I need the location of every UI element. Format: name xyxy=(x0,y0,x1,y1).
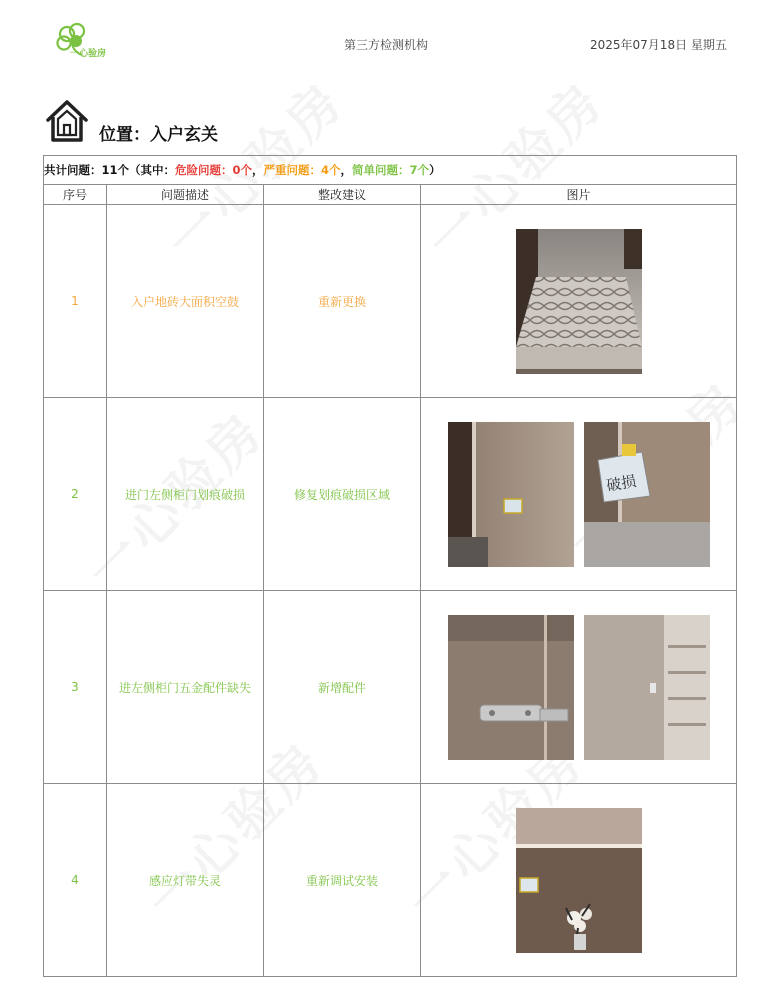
summary-cell xyxy=(44,156,737,185)
issue-row xyxy=(44,784,737,977)
issue-number: 4 xyxy=(44,784,107,977)
summary-suffix: ） xyxy=(429,163,441,177)
issue-description: 感应灯带失灵 xyxy=(107,784,264,977)
issue-suggestion: 修复划痕破损区域 xyxy=(264,398,421,591)
svg-text:破损: 破损 xyxy=(604,471,638,495)
location-title: 位置：入户玄关 xyxy=(99,125,218,145)
column-header-no: 序号 xyxy=(44,185,107,205)
severe-count: 严重问题：4个 xyxy=(263,163,341,177)
issue-description: 入户地砖大面积空鼓 xyxy=(107,205,264,398)
svg-text:一心验房: 一心验房 xyxy=(70,49,107,59)
issue-row xyxy=(44,591,737,784)
issue-photos xyxy=(421,591,737,784)
cabinet-door-photo[interactable] xyxy=(448,422,574,567)
issue-number: 1 xyxy=(44,205,107,398)
hinge-photo[interactable] xyxy=(448,615,574,760)
summary-row xyxy=(44,156,737,185)
report-date: 2025年07月18日 星期五 xyxy=(590,38,727,52)
issue-number: 2 xyxy=(44,398,107,591)
danger-count: 危险问题：0个 xyxy=(175,163,253,177)
header-row xyxy=(44,185,737,205)
issue-row xyxy=(44,205,737,398)
issues-table xyxy=(43,155,737,977)
issue-photos xyxy=(421,784,737,977)
simple-count: 简单问题：7个 xyxy=(352,163,430,177)
home-icon xyxy=(44,98,90,144)
summary-sep: ， xyxy=(252,163,264,177)
summary-sep: ， xyxy=(340,163,353,177)
cabinet-damage-photo[interactable] xyxy=(584,422,710,567)
issue-suggestion: 重新调试安装 xyxy=(264,784,421,977)
open-cabinet-photo[interactable] xyxy=(584,615,710,760)
issue-photos xyxy=(421,398,737,591)
summary-prefix: 共计问题：11个（其中： xyxy=(44,163,176,177)
issue-row xyxy=(44,398,737,591)
issue-number: 3 xyxy=(44,591,107,784)
floor-tile-photo[interactable] xyxy=(516,229,642,374)
column-header-photos: 图片 xyxy=(421,185,737,205)
issue-suggestion: 新增配件 xyxy=(264,591,421,784)
column-header-fix: 整改建议 xyxy=(264,185,421,205)
issue-photos xyxy=(421,205,737,398)
company-logo xyxy=(52,22,116,60)
light-strip-photo[interactable] xyxy=(516,808,642,953)
issue-suggestion: 重新更换 xyxy=(264,205,421,398)
organization-name: 第三方检测机构 xyxy=(344,38,429,52)
column-header-desc: 问题描述 xyxy=(107,185,264,205)
issue-description: 进左侧柜门五金配件缺失 xyxy=(107,591,264,784)
issue-description: 进门左侧柜门划痕破损 xyxy=(107,398,264,591)
